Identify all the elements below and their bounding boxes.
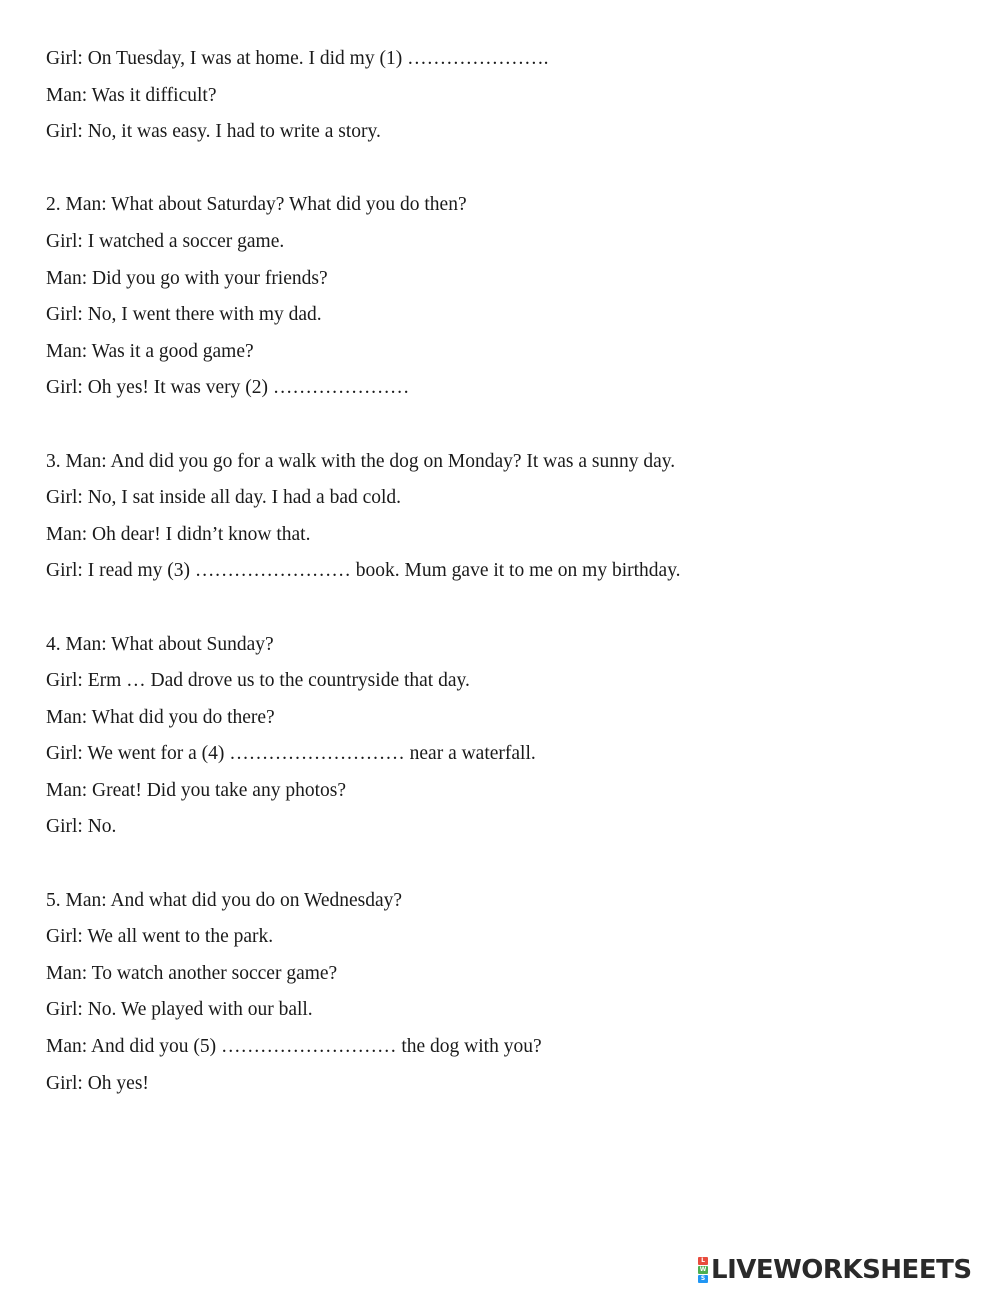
dialogue-line: Girl: I read my (3) …………………… book. Mum gave it to me on my birthday. xyxy=(46,560,681,582)
dialogue-line: Girl: No. We played with our ball. xyxy=(46,999,313,1021)
section-gap xyxy=(46,849,966,886)
dialogue-line: 3. Man: And did you go for a walk with the dog on Monday? It was a sunny day. xyxy=(46,450,676,472)
logo-mark-icon xyxy=(698,1257,708,1283)
dialogue-line: Girl: I watched a soccer game. xyxy=(46,230,285,252)
dialogue-line: Girl: Oh yes! xyxy=(46,1072,149,1094)
dialogue-line: Girl: Erm … Dad drove us to the countryside that day. xyxy=(46,670,470,692)
dialogue-line: Girl: No, I went there with my dad. xyxy=(46,304,322,326)
dialogue-line: Man: Oh dear! I didn’t know that. xyxy=(46,523,311,545)
logo-mark-block: W xyxy=(699,1266,707,1273)
dialogue-line: Girl: No. xyxy=(46,816,117,838)
logo-text: LIVEWORKSHEETS xyxy=(711,1255,972,1285)
dialogue-line: Man: Was it difficult? xyxy=(46,84,217,106)
worksheet-text xyxy=(46,44,966,1105)
logo-mark-block: L xyxy=(698,1257,708,1265)
dialogue-line: 4. Man: What about Sunday? xyxy=(46,633,274,655)
dialogue-line: Girl: No, it was easy. I had to write a story. xyxy=(46,121,381,143)
dialogue-line: Man: Did you go with your friends? xyxy=(46,267,328,289)
dialogue-line: Man: To watch another soccer game? xyxy=(46,962,338,984)
dialogue-line: Man: Great! Did you take any photos? xyxy=(46,779,347,801)
dialogue-line: Girl: On Tuesday, I was at home. I did my (1) …………………. xyxy=(46,48,549,69)
dialogue-line: Man: What did you do there? xyxy=(46,706,275,728)
dialogue-line: Girl: No, I sat inside all day. I had a bad cold. xyxy=(46,487,402,509)
dialogue-line: Girl: Oh yes! It was very (2) ………………… xyxy=(46,377,410,399)
dialogue-line: Man: Was it a good game? xyxy=(46,340,254,362)
dialogue-line: 2. Man: What about Saturday? What did you do then? xyxy=(46,194,467,216)
dialogue-line: Man: And did you (5) ……………………… the dog with you? xyxy=(46,1036,542,1058)
dialogue-line: Girl: We all went to the park. xyxy=(46,926,274,948)
logo-mark-block: S xyxy=(698,1275,708,1283)
section-gap xyxy=(46,154,966,191)
dialogue-line: Girl: We went for a (4) ……………………… near a waterfall. xyxy=(46,743,536,765)
liveworksheets-logo xyxy=(698,1254,972,1286)
section-gap xyxy=(46,410,966,447)
section-gap xyxy=(46,593,966,630)
dialogue-line: 5. Man: And what did you do on Wednesday? xyxy=(46,889,403,911)
